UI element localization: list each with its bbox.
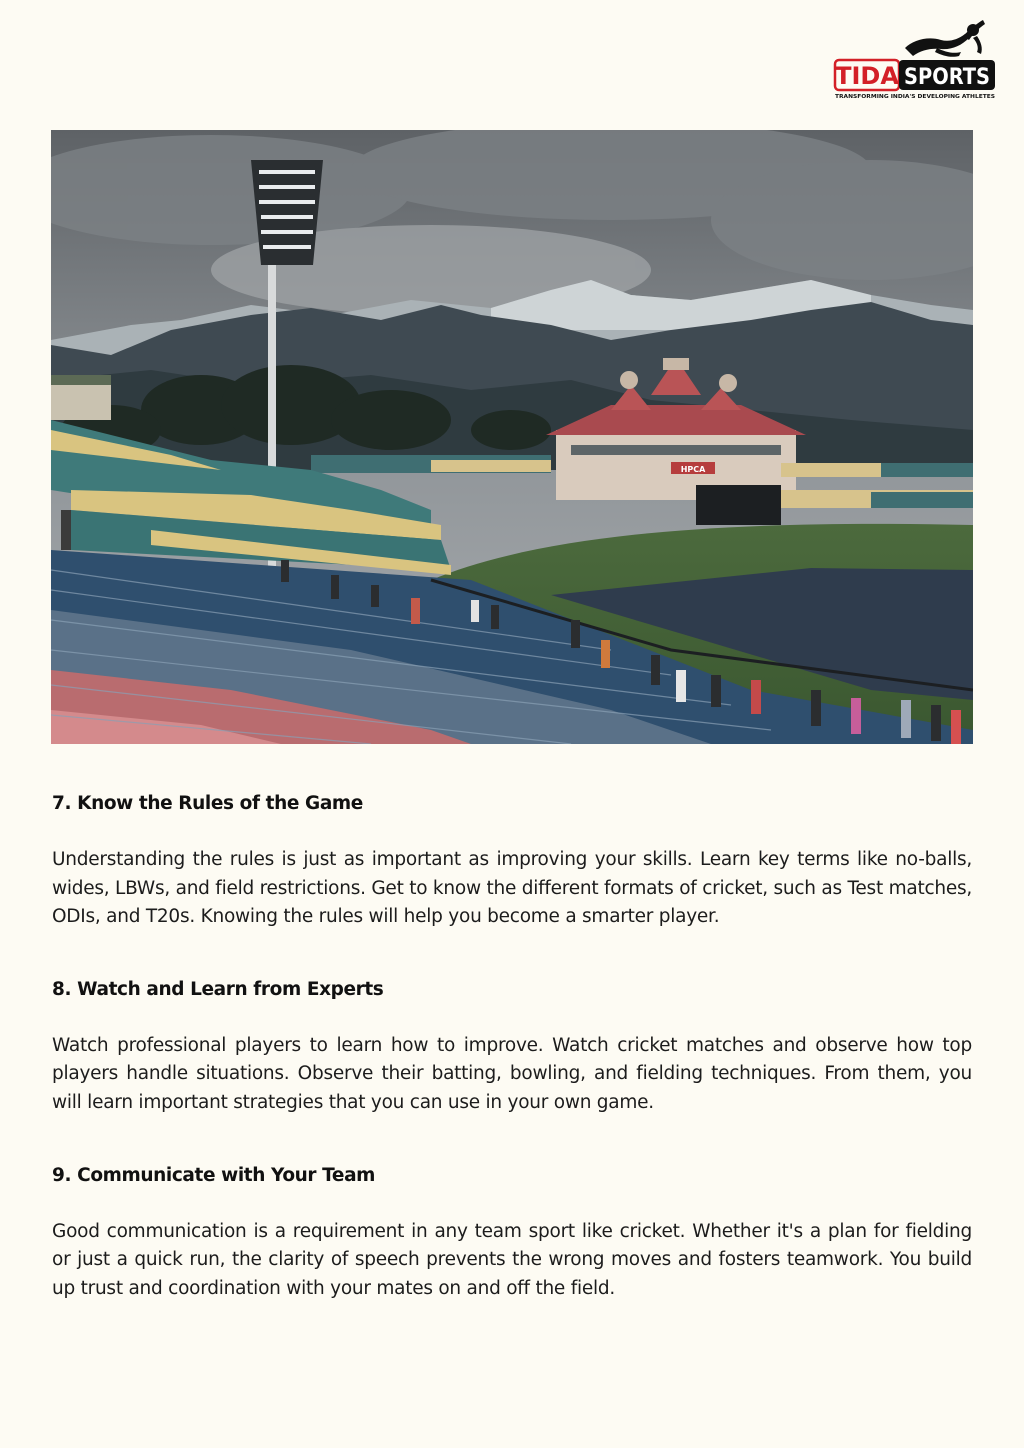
athlete-icon <box>905 20 985 57</box>
stadium-sign: HPCA <box>680 465 706 474</box>
section-body: Understanding the rules is just as important as improving your skills. Learn key terms like no-balls, wides, LBWs, and field restrictions. Get to know the different formats of cricket, such as Test matches, ODIs, and T20s. Knowing the rules will help you become a smarter player. <box>52 849 972 928</box>
section-heading: 9. Communicate with Your Team <box>52 1164 376 1186</box>
logo-brand-left: TIDA <box>835 62 899 90</box>
section-heading: 7. Know the Rules of the Game <box>52 793 363 814</box>
section-body: Good communication is a requirement in any team sport like cricket. Whether it's a plan for fielding or just a quick run, the clarity of speech prevents the wrong moves and fosters teamwork. You build up trust and coordination with your mates on and off the field. <box>52 1220 972 1299</box>
section-communicate <box>52 1162 972 1304</box>
section-watch-learn <box>52 976 972 1118</box>
tida-sports-logo <box>833 18 998 102</box>
logo-brand-right: SPORTS <box>904 65 990 90</box>
article-content <box>52 790 972 1347</box>
section-know-rules <box>52 790 972 932</box>
section-body: Watch professional players to learn how to improve. Watch cricket matches and observe how top players handle situations. Observe their batting, bowling, and fielding techniques. From them, you will learn important strategies that you can use in your own game. <box>52 1034 972 1113</box>
logo-tagline: TRANSFORMING INDIA'S DEVELOPING ATHLETES <box>835 94 995 100</box>
stadium-photo <box>51 130 973 744</box>
section-heading: 8. Watch and Learn from Experts <box>52 978 384 1000</box>
